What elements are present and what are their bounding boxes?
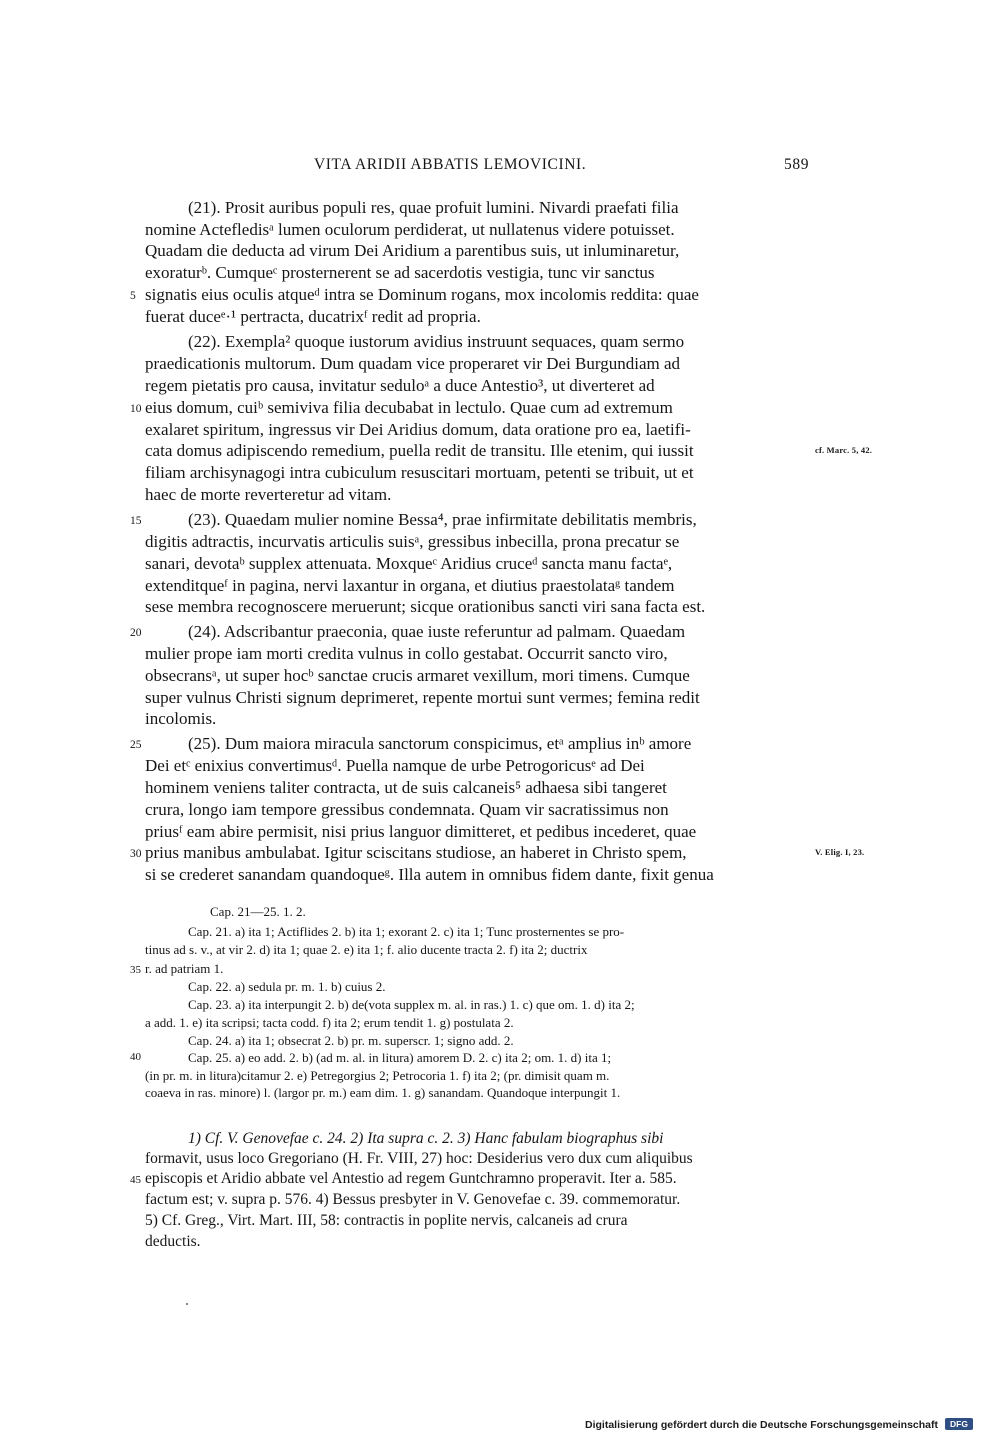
running-title: VITA ARIDII ABBATIS LEMOVICINI. <box>314 156 587 173</box>
text-line: (23). Quaedam mulier nomine Bessa⁴, prae infirmitate debilitatis membris, <box>188 510 697 529</box>
variant-line: a add. 1. e) ita scripsi; tacta codd. f) ita 2; erum tendit 1. g) postulata 2. <box>145 1015 514 1030</box>
line-number: 30 <box>130 848 142 860</box>
line-number: 15 <box>130 515 142 527</box>
scan-speck <box>186 1303 188 1305</box>
dfg-logo: DFG <box>945 1418 973 1430</box>
variant-line: coaeva in ras. minore) l. (largor pr. m.) eam dim. 1. g) sanandam. Quandoque interpungit 1. <box>145 1085 621 1100</box>
text-line: cata domus adipiscendo remedium, puella redit de transitu. Ille etenim, qui iussit <box>145 441 694 460</box>
variant-line: r. ad patriam 1. <box>145 961 224 976</box>
text-line: nomine Actefledisᵃ lumen oculorum perdiderat, ut nullatenus videre potuisset. <box>145 220 675 239</box>
text-line: crura, longo iam tempore gressibus condemnata. Quam vir sacratissimus non <box>145 800 669 819</box>
text-line: prius manibus ambulabat. Igitur sciscitans studiose, an haberet in Christo spem, <box>145 843 687 862</box>
text-line: (22). Exempla² quoque iustorum avidius instruunt sequaces, quam sermo <box>188 332 685 351</box>
variant-line: Cap. 25. a) eo add. 2. b) (ad m. al. in litura) amorem D. 2. c) ita 2; om. 1. d) ita 1; <box>188 1050 612 1065</box>
text-line: mulier prope iam morti credita vulnus in collo gestabat. Occurrit sancto viro, <box>145 644 668 663</box>
text-line: incolomis. <box>145 709 217 728</box>
text-line: sese membra recognoscere meruerunt; sicque orationibus sancti viri sana facta est. <box>145 597 706 616</box>
text-line: (25). Dum maiora miracula sanctorum conspicimus, etᵃ amplius inᵇ amore <box>188 734 692 753</box>
text-line: Quadam die deducta ad virum Dei Aridium a parentibus suis, ut inluminaretur, <box>145 241 680 260</box>
text-line: hominem veniens taliter contracta, ut de suis calcaneis⁵ adhaesa sibi tangeret <box>145 778 667 797</box>
variant-line: tinus ad s. v., at vir 2. d) ita 1; quae 2. e) ita 1; f. alio ducente tracta 2. f) ita 2; ductrix <box>145 942 588 957</box>
line-number: 20 <box>130 627 142 639</box>
footnote-line: formavit, usus loco Gregoriano (H. Fr. VIII, 27) hoc: Desiderius vero dux cum aliquibus <box>145 1150 693 1167</box>
footnote-line: 1) Cf. V. Genovefae c. 24. 2) Ita supra c. 2. 3) Hanc fabulam biographus sibi <box>188 1130 664 1147</box>
text-line: exalaret spiritum, ingressus vir Dei Aridius domum, data oratione pro ea, laetifi- <box>145 420 691 439</box>
margin-note: cf. Marc. 5, 42. <box>815 445 873 455</box>
line-number: 40 <box>130 1051 141 1063</box>
variant-line: Cap. 24. a) ita 1; obsecrat 2. b) pr. m. superscr. 1; signo add. 2. <box>188 1033 514 1048</box>
text-line: si se crederet sanandam quandoqueᵍ. Illa autem in omnibus fidem dante, fixit genua <box>145 865 714 884</box>
line-number: 5 <box>130 290 136 302</box>
text-line: extenditqueᶠ in pagina, nervi laxantur in organa, et diutius praestolataᵍ tandem <box>145 576 675 595</box>
text-line: sanari, devotaᵇ supplex attenuata. Moxqueᶜ Aridius cruceᵈ sancta manu factaᵉ, <box>145 554 673 573</box>
variant-line: Cap. 21—25. 1. 2. <box>210 904 306 919</box>
text-line: haec de morte reverteretur ad vitam. <box>145 485 392 504</box>
text-line: Dei etᶜ enixius convertimusᵈ. Puella namque de urbe Petrogoricusᵉ ad Dei <box>145 756 645 775</box>
variant-line: Cap. 21. a) ita 1; Actiflides 2. b) ita 1; exorant 2. c) ita 1; Tunc prosternentes se pro- <box>188 924 625 939</box>
line-number: 10 <box>130 403 142 415</box>
line-number: 25 <box>130 739 142 751</box>
line-number: 35 <box>130 964 141 976</box>
text-line: priusᶠ eam abire permisit, nisi prius languor dimitteret, et pedibus incederet, quae <box>145 822 697 841</box>
digitization-credit: Digitalisierung gefördert durch die Deutsche Forschungsgemeinschaft <box>585 1419 938 1431</box>
margin-note: V. Elig. I, 23. <box>815 847 865 857</box>
footnote-line: factum est; v. supra p. 576. 4) Bessus presbyter in V. Genovefae c. 39. commemoratur. <box>145 1191 681 1208</box>
text-line: filiam archisynagogi intra cubiculum resuscitari mortuam, petenti se tribuit, ut et <box>145 463 694 482</box>
text-line: signatis eius oculis atqueᵈ intra se Dominum rogans, mox incolomis reddita: quae <box>145 285 699 304</box>
page-number: 589 <box>784 156 810 173</box>
text-line: obsecransᵃ, ut super hocᵇ sanctae crucis armaret vexillum, mori timens. Cumque <box>145 666 690 685</box>
text-line: fuerat duceᵉ·¹ pertracta, ducatrixᶠ redit ad propria. <box>145 307 481 326</box>
text-line: digitis adtractis, incurvatis articulis suisᵃ, gressibus inbecilla, prona precatur se <box>145 532 680 551</box>
footnote-line: deductis. <box>145 1233 201 1250</box>
line-number: 45 <box>130 1174 141 1186</box>
text-line: regem pietatis pro causa, invitatur seduloᵃ a duce Antestio³, ut diverteret ad <box>145 376 655 395</box>
variant-line: (in pr. m. in litura)citamur 2. e) Petregorgius 2; Petrocoria 1. f) ita 2; (pr. dimisit quam m. <box>145 1068 610 1083</box>
variant-line: Cap. 22. a) sedula pr. m. 1. b) cuius 2. <box>188 979 386 994</box>
text-line: (24). Adscribantur praeconia, quae iuste referuntur ad palmam. Quaedam <box>188 622 686 641</box>
text-line: praedicationis multorum. Dum quadam vice properaret vir Dei Burgundiam ad <box>145 354 681 373</box>
text-line: (21). Prosit auribus populi res, quae profuit lumini. Nivardi praefati filia <box>188 198 679 217</box>
footnote-line: episcopis et Aridio abbate vel Antestio ad regem Guntchramno properavit. Iter a. 585. <box>145 1170 677 1187</box>
text-line: exoraturᵇ. Cumqueᶜ prosternerent se ad sacerdotis vestigia, tunc vir sanctus <box>145 263 655 282</box>
text-line: super vulnus Christi signum deprimeret, repente mortui sunt vermes; femina redit <box>145 688 700 707</box>
footnote-line: 5) Cf. Greg., Virt. Mart. III, 58: contractis in poplite nervis, calcaneis ad crura <box>145 1212 628 1229</box>
variant-line: Cap. 23. a) ita interpungit 2. b) de(vota supplex m. al. in ras.) 1. c) que om. 1. d) ita 2; <box>188 997 635 1012</box>
text-line: eius domum, cuiᵇ semiviva filia decubabat in lectulo. Quae cum ad extremum <box>145 398 673 417</box>
